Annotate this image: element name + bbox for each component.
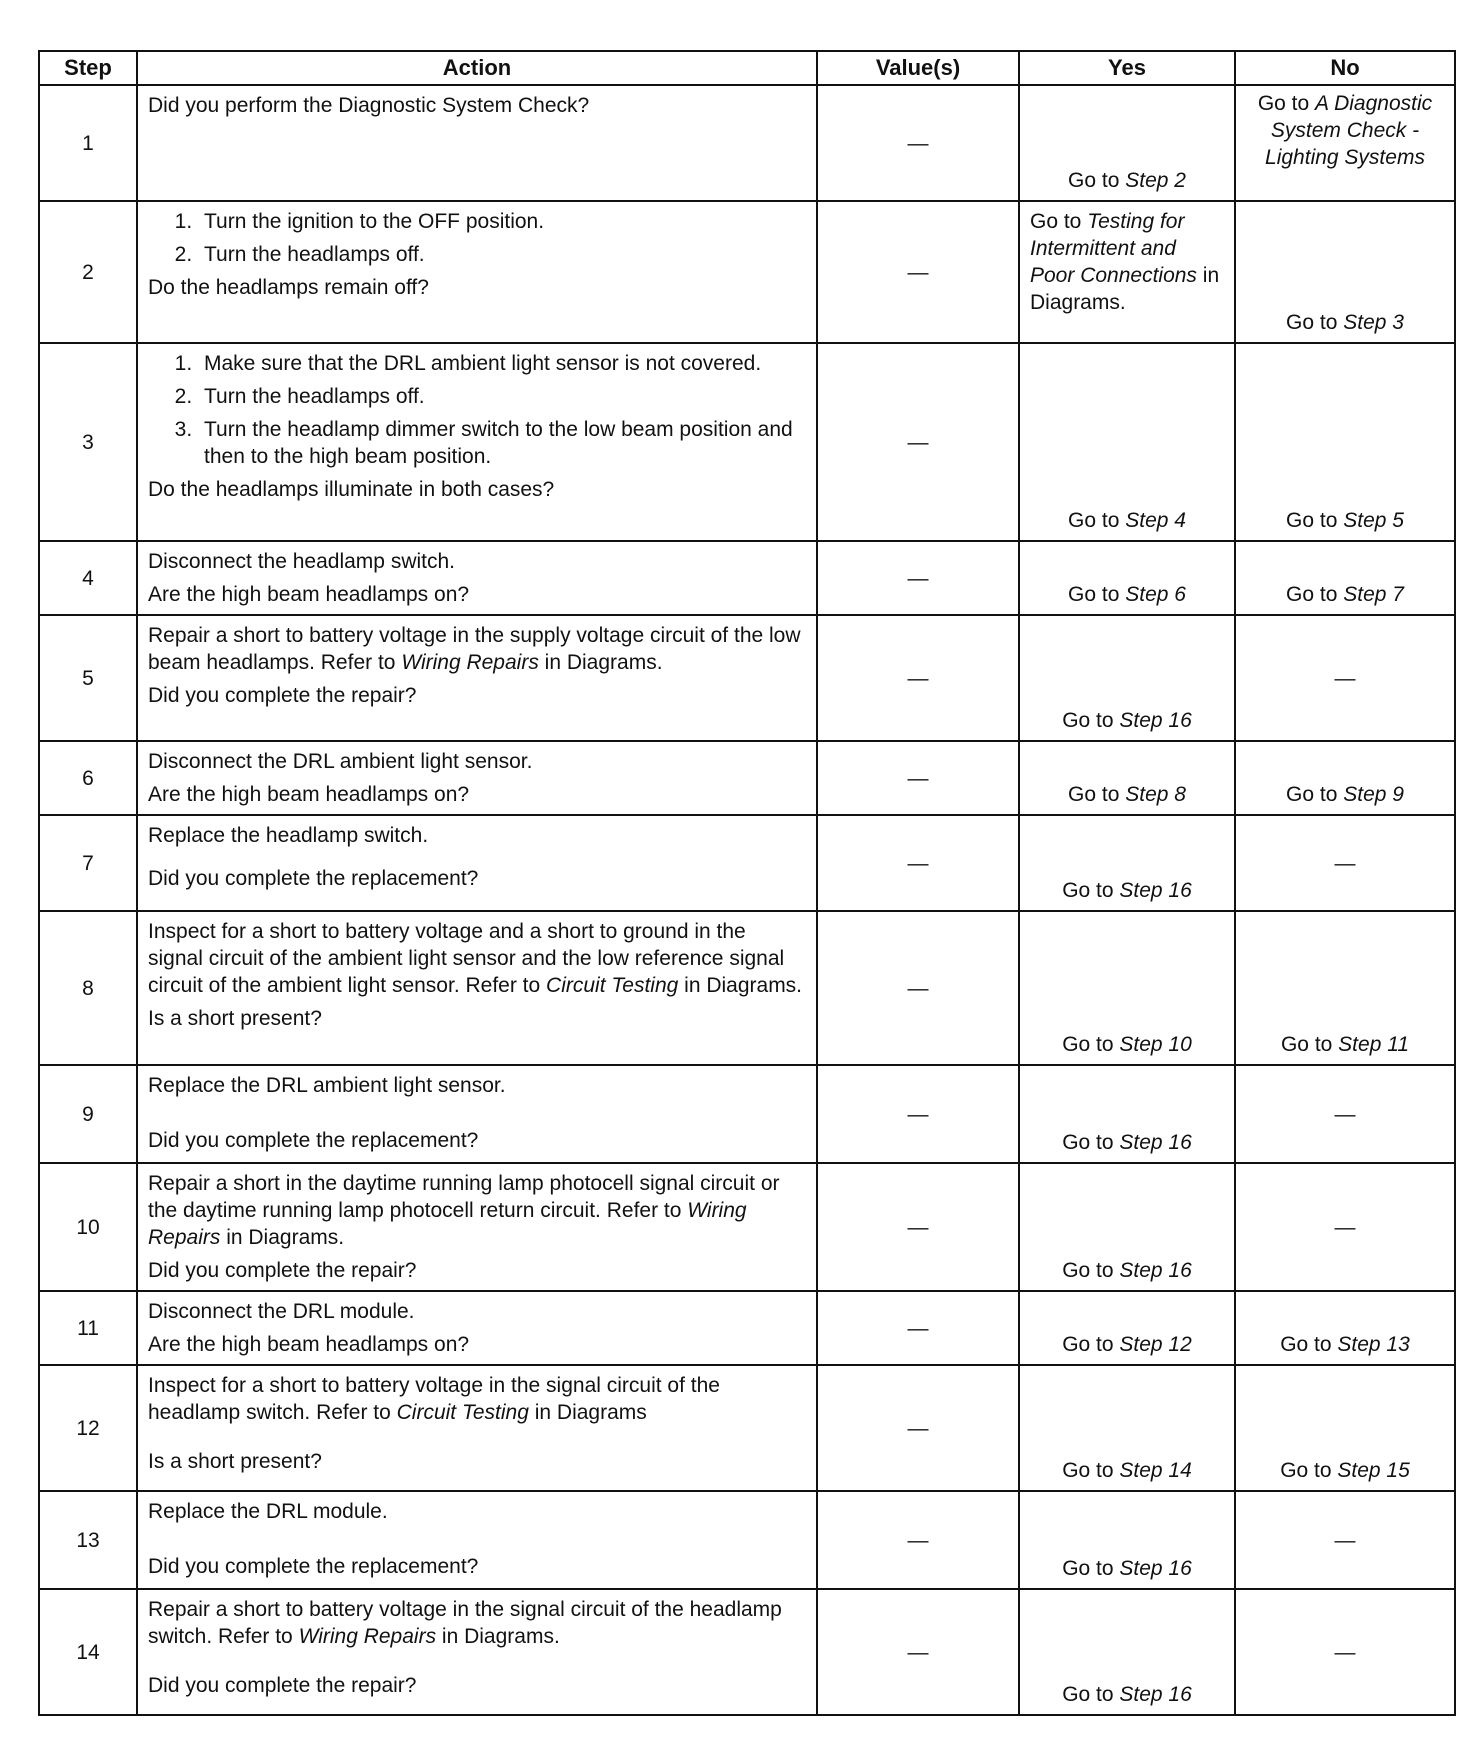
yes-cell: Go to Step 2 [1019,85,1235,201]
value-cell: — [817,1065,1019,1163]
action-text: Replace the headlamp switch. [148,824,429,847]
action-cell [137,1589,817,1715]
action-text: Disconnect the DRL module. [148,1300,415,1323]
value-cell: — [817,343,1019,541]
action-steps [148,208,806,268]
header-yes: Yes [1019,51,1235,85]
action-question: Do the headlamps illuminate in both cases? [148,478,555,501]
table-row [39,911,1455,1065]
no-cell: — [1235,815,1455,911]
action-question: Did you perform the Diagnostic System Check? [148,94,590,117]
step-number: 7 [39,815,137,911]
step-number: 1 [39,85,137,201]
header-action: Action [137,51,817,85]
step-number: 2 [39,201,137,343]
value-cell: — [817,1291,1019,1365]
table-row [39,1291,1455,1365]
no-cell: — [1235,615,1455,741]
action-question: Is a short present? [148,1450,322,1473]
action-question: Are the high beam headlamps on? [148,783,470,806]
action-question: Did you complete the repair? [148,1674,417,1697]
table-row [39,343,1455,541]
action-cell [137,615,817,741]
action-question: Is a short present? [148,1007,322,1030]
table-row [39,541,1455,615]
action-text: Replace the DRL ambient light sensor. [148,1074,506,1097]
step-number: 11 [39,1291,137,1365]
value-cell: — [817,541,1019,615]
action-question: Did you complete the replacement? [148,1129,479,1152]
table-row [39,1491,1455,1589]
value-cell: — [817,1491,1019,1589]
action-steps [148,350,806,470]
action-cell [137,1365,817,1491]
action-step: 2. Turn the headlamps off. [198,241,806,268]
yes-cell: Go to Step 16 [1019,1065,1235,1163]
yes-cell: Go to Step 12 [1019,1291,1235,1365]
no-cell: — [1235,1491,1455,1589]
step-number: 3 [39,343,137,541]
yes-cell: Go to Step 16 [1019,1491,1235,1589]
step-number: 12 [39,1365,137,1491]
table-row [39,85,1455,201]
header-row [39,51,1455,85]
header-no: No [1235,51,1455,85]
action-step: 3. Turn the headlamp dimmer switch to the low beam position and then to the high beam position. [198,416,806,470]
action-question: Did you complete the replacement? [148,867,479,890]
no-cell: Go to Step 3 [1235,201,1455,343]
action-cell [137,343,817,541]
action-text: Replace the DRL module. [148,1500,388,1523]
action-step: 1. Turn the ignition to the OFF position. [198,208,806,235]
value-cell: — [817,201,1019,343]
action-text: Repair a short in the daytime running lamp photocell signal circuit or the daytime running lamp photocell return circuit. Refer to Wiring Repairs in Diagrams. [148,1172,780,1249]
step-number: 8 [39,911,137,1065]
action-question: Are the high beam headlamps on? [148,1333,470,1356]
no-cell: — [1235,1589,1455,1715]
step-number: 6 [39,741,137,815]
table-row [39,201,1455,343]
yes-cell: Go to Step 16 [1019,815,1235,911]
table-row [39,1589,1455,1715]
yes-cell: Go to Step 16 [1019,1589,1235,1715]
value-cell: — [817,911,1019,1065]
no-cell: — [1235,1065,1455,1163]
action-cell [137,815,817,911]
action-text: Inspect for a short to battery voltage in the signal circuit of the headlamp switch. Refer to Circuit Testing in Diagrams [148,1374,720,1424]
no-cell: Go to Step 9 [1235,741,1455,815]
table-row [39,1163,1455,1291]
action-cell [137,1163,817,1291]
table-row [39,815,1455,911]
action-text: Repair a short to battery voltage in the signal circuit of the headlamp switch. Refer to Wiring Repairs in Diagrams. [148,1598,782,1648]
action-cell [137,201,817,343]
yes-cell: Go to Testing for Intermittent and Poor Connections in Diagrams. [1019,201,1235,343]
step-number: 9 [39,1065,137,1163]
action-question: Are the high beam headlamps on? [148,583,470,606]
yes-cell: Go to Step 16 [1019,615,1235,741]
no-cell: Go to Step 15 [1235,1365,1455,1491]
action-cell [137,1491,817,1589]
action-question: Did you complete the replacement? [148,1555,479,1578]
action-question: Do the headlamps remain off? [148,276,429,299]
header-values: Value(s) [817,51,1019,85]
yes-cell: Go to Step 16 [1019,1163,1235,1291]
table-row [39,1065,1455,1163]
diagnostic-table [38,50,1456,1716]
action-text: Disconnect the DRL ambient light sensor. [148,750,533,773]
action-cell [137,911,817,1065]
step-number: 10 [39,1163,137,1291]
no-cell: Go to Step 7 [1235,541,1455,615]
header-step: Step [39,51,137,85]
table-row [39,1365,1455,1491]
yes-cell: Go to Step 14 [1019,1365,1235,1491]
action-step: 1. Make sure that the DRL ambient light sensor is not covered. [198,350,806,377]
action-cell [137,85,817,201]
action-text: Disconnect the headlamp switch. [148,550,455,573]
no-cell: — [1235,1163,1455,1291]
value-cell: — [817,85,1019,201]
action-step: 2. Turn the headlamps off. [198,383,806,410]
yes-cell: Go to Step 8 [1019,741,1235,815]
action-cell [137,741,817,815]
table-row [39,615,1455,741]
no-cell: Go to Step 5 [1235,343,1455,541]
value-cell: — [817,615,1019,741]
yes-cell: Go to Step 6 [1019,541,1235,615]
table-row [39,741,1455,815]
no-cell: Go to Step 11 [1235,911,1455,1065]
value-cell: — [817,1163,1019,1291]
no-cell: Go to Step 13 [1235,1291,1455,1365]
action-question: Did you complete the repair? [148,684,417,707]
value-cell: — [817,1589,1019,1715]
action-text: Inspect for a short to battery voltage and a short to ground in the signal circuit of the ambient light sensor and the low reference signal circuit of the ambient light sensor. Refer to Circuit Testing in Diagrams. [148,920,803,997]
action-text: Repair a short to battery voltage in the supply voltage circuit of the low beam headlamps. Refer to Wiring Repairs in Diagrams. [148,624,801,674]
yes-cell: Go to Step 10 [1019,911,1235,1065]
value-cell: — [817,815,1019,911]
value-cell: — [817,1365,1019,1491]
action-cell [137,1065,817,1163]
action-question: Did you complete the repair? [148,1259,417,1282]
step-number: 5 [39,615,137,741]
step-number: 4 [39,541,137,615]
action-cell [137,1291,817,1365]
step-number: 13 [39,1491,137,1589]
step-number: 14 [39,1589,137,1715]
yes-cell: Go to Step 4 [1019,343,1235,541]
value-cell: — [817,741,1019,815]
no-cell: Go to A Diagnostic System Check - Lighting Systems [1235,85,1455,201]
action-cell [137,541,817,615]
